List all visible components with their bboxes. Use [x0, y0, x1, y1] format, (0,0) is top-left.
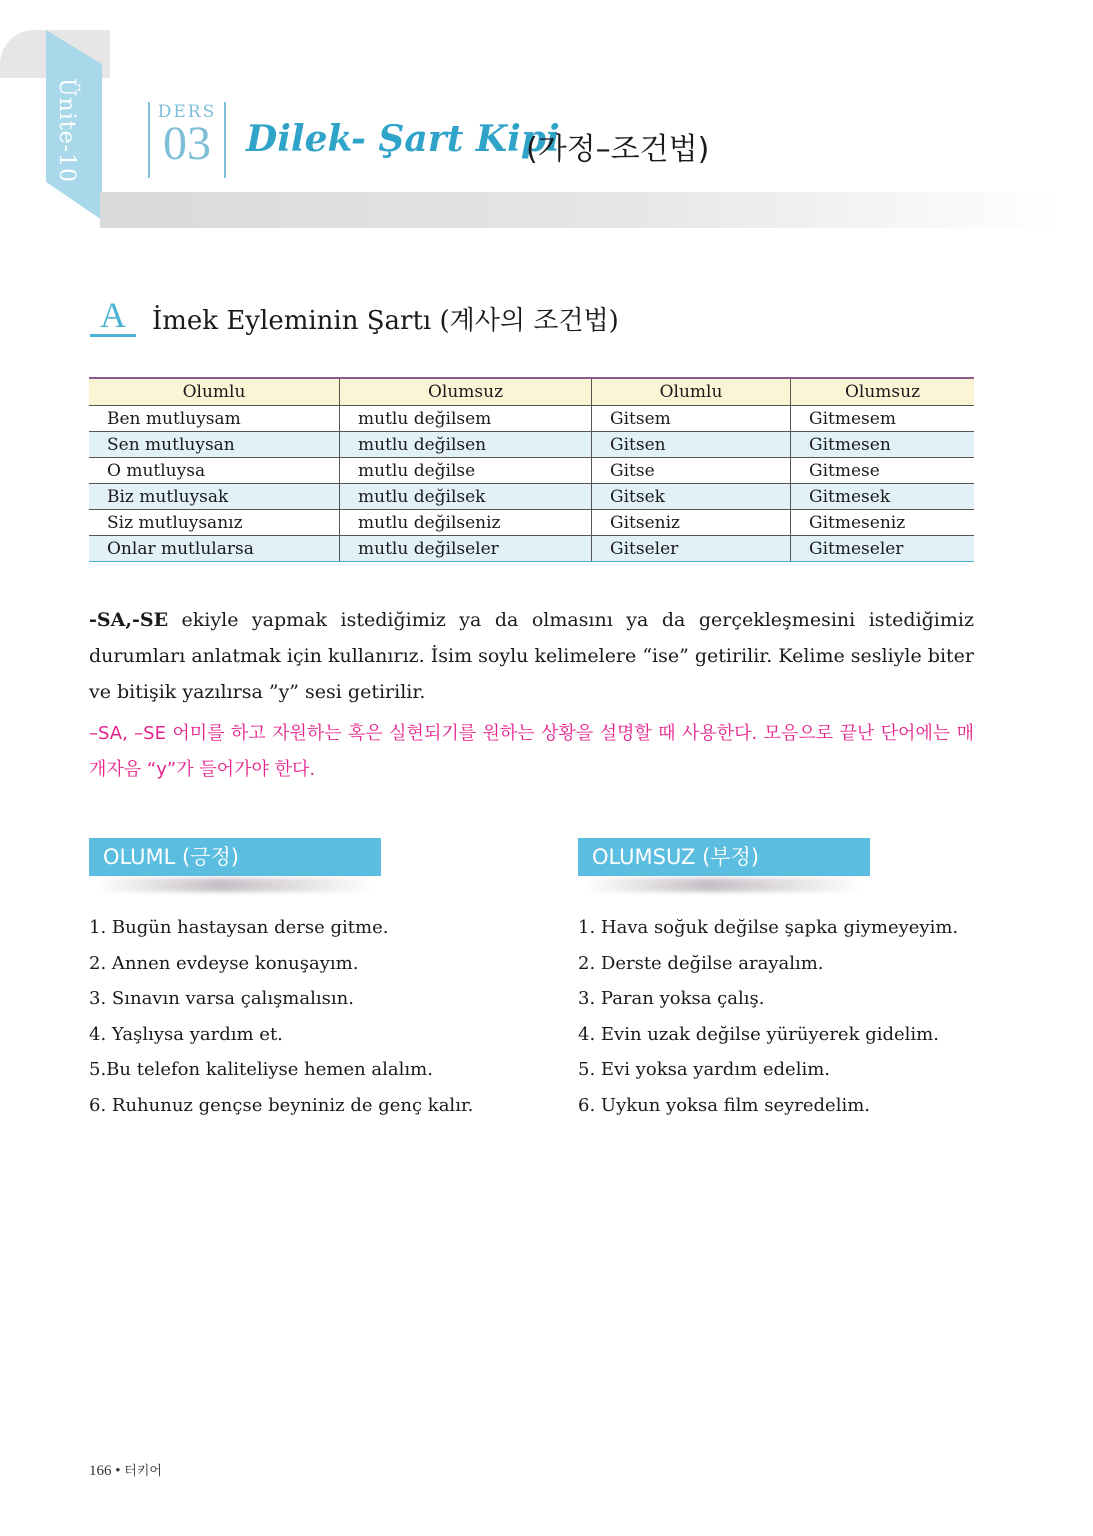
table-header-cell: Olumlu — [592, 378, 791, 406]
positive-header: OLUML (긍정) — [89, 838, 381, 876]
table-cell: Ben mutluysam — [89, 406, 340, 432]
table-row — [89, 458, 974, 484]
table-cell: Gitmesem — [791, 406, 975, 432]
table-row — [89, 484, 974, 510]
table-cell: Gitseler — [592, 536, 791, 562]
table-cell: Sen mutluysan — [89, 432, 340, 458]
table-cell: mutlu değilse — [340, 458, 592, 484]
negative-examples — [578, 910, 958, 1123]
table-cell: Gitmesen — [791, 432, 975, 458]
explanation-suffix: -SA,-SE — [89, 609, 169, 631]
table-cell: Gitmese — [791, 458, 975, 484]
conjugation-table — [89, 377, 974, 562]
table-cell: Gitmeseniz — [791, 510, 975, 536]
list-item: 3. Sınavın varsa çalışmalısın. — [89, 988, 354, 1009]
list-item: 5.Bu telefon kaliteliyse hemen alalım. — [89, 1059, 433, 1080]
explanation-korean: –SA, –SE 어미를 하고 자원하는 혹은 실현되기를 원하는 상황을 설명할 때 사용한다. 모음으로 끝난 단어에는 매개자음 “y”가 들어가야 한다. — [89, 723, 974, 780]
table-cell: mutlu değilseler — [340, 536, 592, 562]
table-cell: Gitse — [592, 458, 791, 484]
table-cell: mutlu değilsek — [340, 484, 592, 510]
table-row — [89, 432, 974, 458]
list-item: 2. Derste değilse arayalım. — [578, 952, 824, 974]
list-item: 5. Evi yoksa yardım edelim. — [578, 1059, 830, 1080]
table-header-cell: Olumsuz — [791, 378, 975, 406]
list-item: 4. Yaşlıysa yardım et. — [89, 1023, 283, 1045]
list-item: 1. Bugün hastaysan derse gitme. — [89, 917, 389, 938]
section-title: İmek Eyleminin Şartı (계사의 조건법) — [152, 306, 619, 336]
lesson-badge — [148, 102, 226, 178]
table-cell: Onlar mutlularsa — [89, 536, 340, 562]
table-row — [89, 406, 974, 432]
table-cell: O mutluysa — [89, 458, 340, 484]
lesson-badge-number: 03 — [163, 117, 211, 170]
table-cell: Gitsek — [592, 484, 791, 510]
lesson-badge-word: DERS — [157, 102, 217, 122]
unit-label: Ünite-10 — [54, 78, 79, 184]
table-cell: Siz mutluysanız — [89, 510, 340, 536]
footer-separator: • — [115, 1463, 121, 1479]
table-cell: mutlu değilsen — [340, 432, 592, 458]
page-number: 166 — [89, 1463, 112, 1479]
list-item: 6. Uykun yoksa film seyredelim. — [578, 1094, 870, 1116]
negative-header-shadow — [584, 878, 864, 892]
list-item: 1. Hava soğuk değilse şapka giymeyeyim. — [578, 917, 959, 938]
list-item: 4. Evin uzak değilse yürüyerek gidelim. — [578, 1023, 939, 1045]
table-cell: Gitsem — [592, 406, 791, 432]
positive-header-shadow — [95, 878, 375, 892]
table-cell: Gitmesek — [791, 484, 975, 510]
explanation-text: ekiyle yapmak istediğimiz ya da olmasını ya da gerçekleşmesini istediğimiz durumları anlatmak için kullanırız. İsim soylu kelimelere “ise” getirilir. Kelime sesliyle biter ve bitişik yazılırsa ”y” sesi getirilir. — [89, 609, 974, 703]
page-footer — [89, 1460, 162, 1480]
table-row — [89, 510, 974, 536]
table-cell: Biz mutluysak — [89, 484, 340, 510]
list-item: 6. Ruhunuz gençse beyniniz de genç kalır. — [89, 1094, 474, 1116]
table-header-cell: Olumlu — [89, 378, 340, 406]
section-letter: A — [90, 296, 136, 337]
table-cell: Gitmeseler — [791, 536, 975, 562]
positive-examples — [89, 910, 473, 1123]
table-header-row — [89, 378, 974, 406]
table-cell: mutlu değilseniz — [340, 510, 592, 536]
book-title: 터키어 — [124, 1464, 162, 1479]
table-cell: Gitsen — [592, 432, 791, 458]
table-row — [89, 536, 974, 562]
table-cell: Gitseniz — [592, 510, 791, 536]
list-item: 3. Paran yoksa çalış. — [578, 988, 765, 1009]
explanation-turkish — [89, 602, 974, 710]
header-bar — [100, 192, 1060, 228]
table-header-cell: Olumsuz — [340, 378, 592, 406]
table-cell: mutlu değilsem — [340, 406, 592, 432]
lesson-title: Dilek- Şart Kipi — [246, 118, 560, 160]
negative-header: OLUMSUZ (부정) — [578, 838, 870, 876]
list-item: 2. Annen evdeyse konuşayım. — [89, 952, 359, 974]
lesson-subtitle: (가정–조건법) — [526, 132, 710, 167]
